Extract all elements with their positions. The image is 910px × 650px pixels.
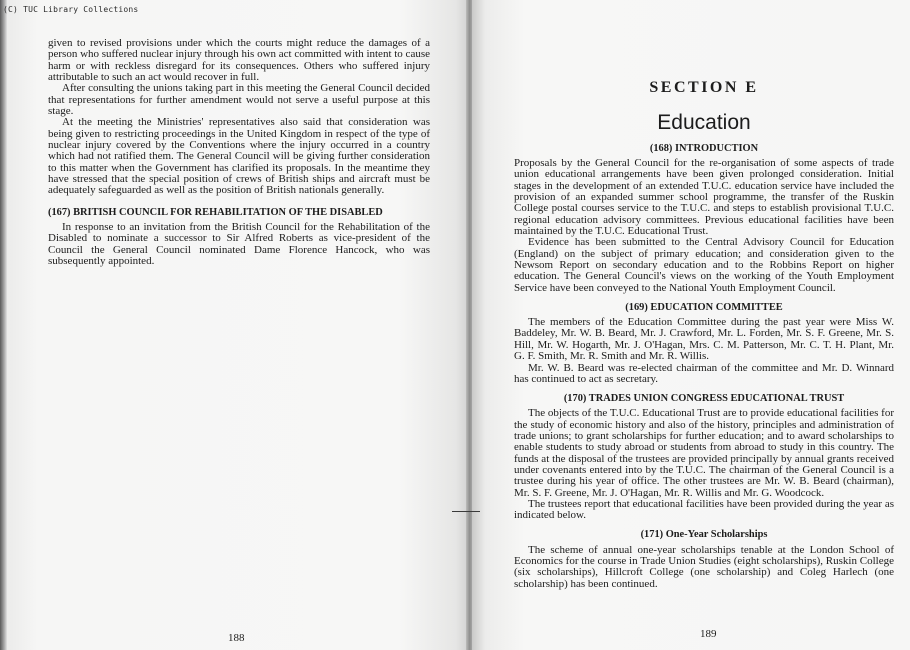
section-169-paragraph-1: The members of the Education Committee during the past year were Miss W. Baddeley, Mr. W. B. Beard, Mr. J. Crawford, Mr. L. Forden, Mr. S. F. Greene, Mr. S. Hill, Mr. W. Hogarth, Mr. J. O'Hagan, Mrs. C. M. Patterson, Mr. C. T. H. Plant, Mr. G. F. Smith, Mr. R. Smith and Mr. R. Willis.: [514, 316, 894, 363]
section-167-heading: (167) BRITISH COUNCIL FOR REHABILITATION OF THE DISABLED: [48, 206, 383, 218]
page-number-left: 188: [228, 632, 245, 644]
section-171-text: The scheme of annual one-year scholarships tenable at the London School of Economics for the course in Trade Union Studies (eight scholarships), Ruskin College (six scholarships), Hillcroft College (one scholarship) and Coleg Harlech (one scholarship) has been continued.: [514, 543, 894, 590]
section-170-paragraph-2: The trustees report that educational facilities have been provided during the year as indicated below.: [514, 497, 894, 522]
left-paragraph-1: given to revised provisions under which the courts might reduce the damages of a person who suffered nuclear injury through his own act committed with intent to cause harm or with reckless disregard for its consequences. Others who suffered injury attributable to such an act would recover in full.: [48, 37, 430, 84]
left-page-text: [48, 38, 430, 267]
binding-mark: [452, 511, 480, 512]
book-left-edge: [0, 0, 7, 650]
left-paragraph-3: At the meeting the Ministries' representatives also said that consideration was being given to restricting proceedings in the United Kingdom in respect of the type of nuclear injury covered by the Conventions where the injury occurred in a country which had not ratified them. The General Council will be giving further consideration to this matter when the Government has clarified its proposals. In the meantime they have stressed that the special position of crews of British ships and aircraft must be adequately safeguarded as well as the position of British nationals generally.: [48, 116, 430, 197]
section-168-paragraph-2: Evidence has been submitted to the Central Advisory Council for Education (England) on the subject of primary education; and consideration given to the Newsom Report on secondary education and to the Robbins Report on higher education. The General Council's views on the working of the Youth Employment Service have been conveyed to the National Youth Employment Council.: [514, 236, 894, 294]
section-168-heading: (168) INTRODUCTION: [649, 143, 759, 154]
section-title: Education: [657, 111, 751, 134]
section-169-heading: (169) EDUCATION COMMITTEE: [625, 302, 783, 314]
section-168-paragraph-1: Proposals by the General Council for the re-organisation of some aspects of trade union educational arrangements have been given prolonged consideration. Initial stages in the development of an extended T.U.C. education service have included the provision of an expanded summer school programme, the transfer of the Ruskin College postal courses service to the T.U.C. and steps to establish provisional T.U.C. regional education advisory committees. Previous educational facilities have been maintained by the T.U.C. Educational Trust.: [514, 157, 894, 238]
section-170-heading: (170) TRADES UNION CONGRESS EDUCATIONAL TRUST: [563, 393, 845, 405]
section-label: SECTION E: [649, 79, 759, 96]
section-169-paragraph-2: Mr. W. B. Beard was re-elected chairman of the committee and Mr. D. Winnard has continued to act as secretary.: [514, 361, 894, 385]
section-167-text: In response to an invitation from the British Council for the Rehabilitation of the Disabled to nominate a successor to Sir Alfred Roberts as vice-president of the Council the General Council nominated Dame Florence Hancock, who was subsequently appointed.: [48, 220, 430, 267]
section-170-paragraph-1: The objects of the T.U.C. Educational Trust are to provide educational facilities for the study of economic history and also of the history, principles and administration of trade unions; to grant scholarships for further education; and to award scholarships to enable students to study abroad or students from abroad to study in this country. The funds at the disposal of the trustees are provided principally by annual grants received under covenants entered into by the T.U.C. The chairman of the General Council is a trustee during his year of office. The other trustees are Mr. W. B. Beard (chairman), Mr. S. F. Greene, Mr. J. O'Hagan, Mr. R. Willis and Mr. G. Woodcock.: [514, 407, 894, 499]
right-page-text: [514, 78, 894, 590]
left-paragraph-2: After consulting the unions taking part in this meeting the General Council decided that representations for further amendment would not serve a useful purpose at this stage.: [48, 82, 430, 118]
watermark: (C) TUC Library Collections: [3, 5, 139, 14]
section-171-heading: (171) One-Year Scholarships: [640, 528, 768, 540]
right-page: [472, 0, 910, 650]
page-number-right: 189: [700, 628, 717, 640]
